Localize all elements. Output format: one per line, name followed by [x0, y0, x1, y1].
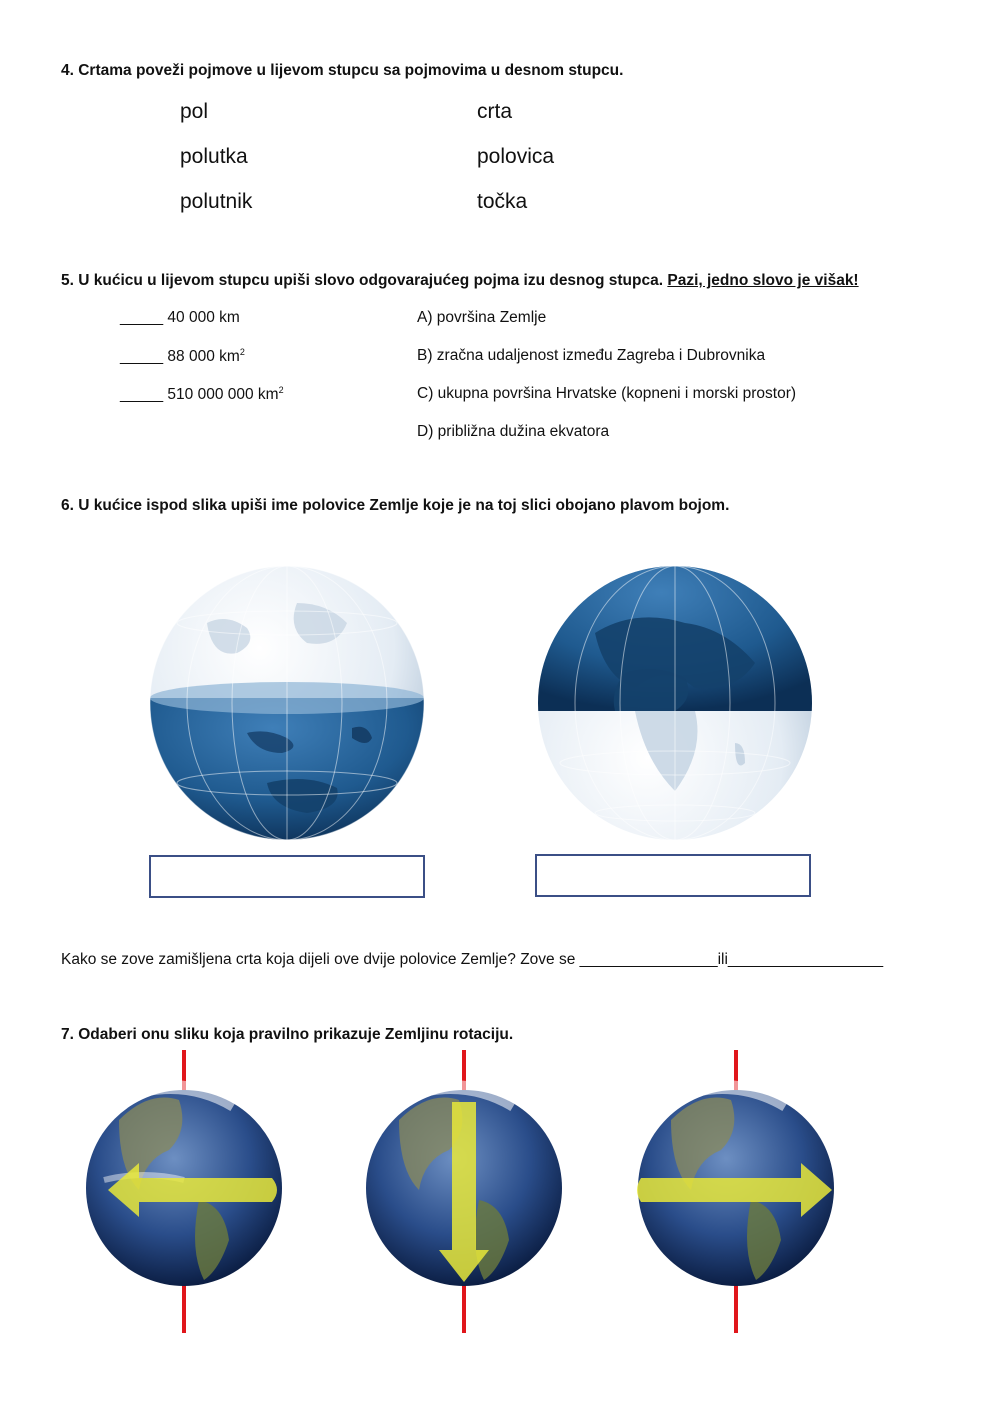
q6-blank-2[interactable]: __________________ [727, 951, 884, 968]
globe-northern-hemisphere-image [535, 563, 815, 843]
q5-option-d: D) približna dužina ekvatora [417, 423, 610, 440]
q5-blank-1[interactable]: _____ [120, 309, 164, 326]
q5-blank-2[interactable]: _____ [120, 348, 164, 366]
q5-title [61, 272, 859, 290]
q6-question-text: Kako se zove zamišljena crta koja dijeli ove dvije polovice Zemlje? Zove se [61, 951, 576, 968]
earth-rotation-option-1[interactable] [64, 1050, 304, 1340]
q5-item-3-sup: 2 [278, 385, 284, 395]
q5-item-3-value: 510 000 000 km [167, 386, 279, 404]
q5-blank-3[interactable]: _____ [120, 386, 164, 404]
q5-warning: Pazi, jedno slovo je višak! [667, 272, 859, 289]
q4-left-term-2: polutka [180, 145, 248, 168]
q5-option-a: A) površina Zemlje [417, 309, 547, 326]
q6-title: 6. U kućice ispod slika upiši ime polovice Zemlje koje je na toj slici obojano plavom bojom. [61, 497, 730, 514]
globe-southern-hemisphere-image [147, 563, 427, 843]
q4-left-term-3: polutnik [180, 190, 253, 213]
q5-item-1[interactable] [120, 309, 240, 327]
answer-box-globe-2[interactable] [535, 854, 811, 897]
q5-item-3[interactable] [120, 385, 284, 404]
q4-left-term-1: pol [180, 100, 209, 123]
q5-item-2-sup: 2 [239, 347, 245, 357]
q5-option-c: C) ukupna površina Hrvatske (kopneni i morski prostor) [417, 385, 797, 402]
q4-right-term-3: točka [477, 190, 528, 213]
q5-option-b: B) zračna udaljenost između Zagreba i Dubrovnika [417, 347, 766, 364]
q5-item-2[interactable] [120, 347, 245, 366]
q7-title: 7. Odaberi onu sliku koja pravilno prikazuje Zemljinu rotaciju. [61, 1026, 514, 1043]
earth-rotation-option-2[interactable] [344, 1050, 584, 1340]
q6-blank-1[interactable]: ________________ [579, 951, 718, 968]
q5-item-2-value: 88 000 km [167, 348, 240, 366]
answer-box-globe-1[interactable] [149, 855, 425, 898]
earth-rotation-option-3[interactable] [616, 1050, 856, 1340]
q5-item-1-value: 40 000 km [167, 309, 240, 326]
q6-connector: ili [717, 951, 728, 968]
q5-title-text: 5. U kućicu u lijevom stupcu upiši slovo odgovarajućeg pojma izu desnog stupca. [61, 272, 664, 289]
q6-equator-question [61, 951, 883, 969]
q4-right-term-1: crta [477, 100, 513, 123]
q4-title: 4. Crtama poveži pojmove u lijevom stupcu sa pojmovima u desnom stupcu. [61, 62, 624, 79]
q4-right-term-2: polovica [477, 145, 555, 168]
